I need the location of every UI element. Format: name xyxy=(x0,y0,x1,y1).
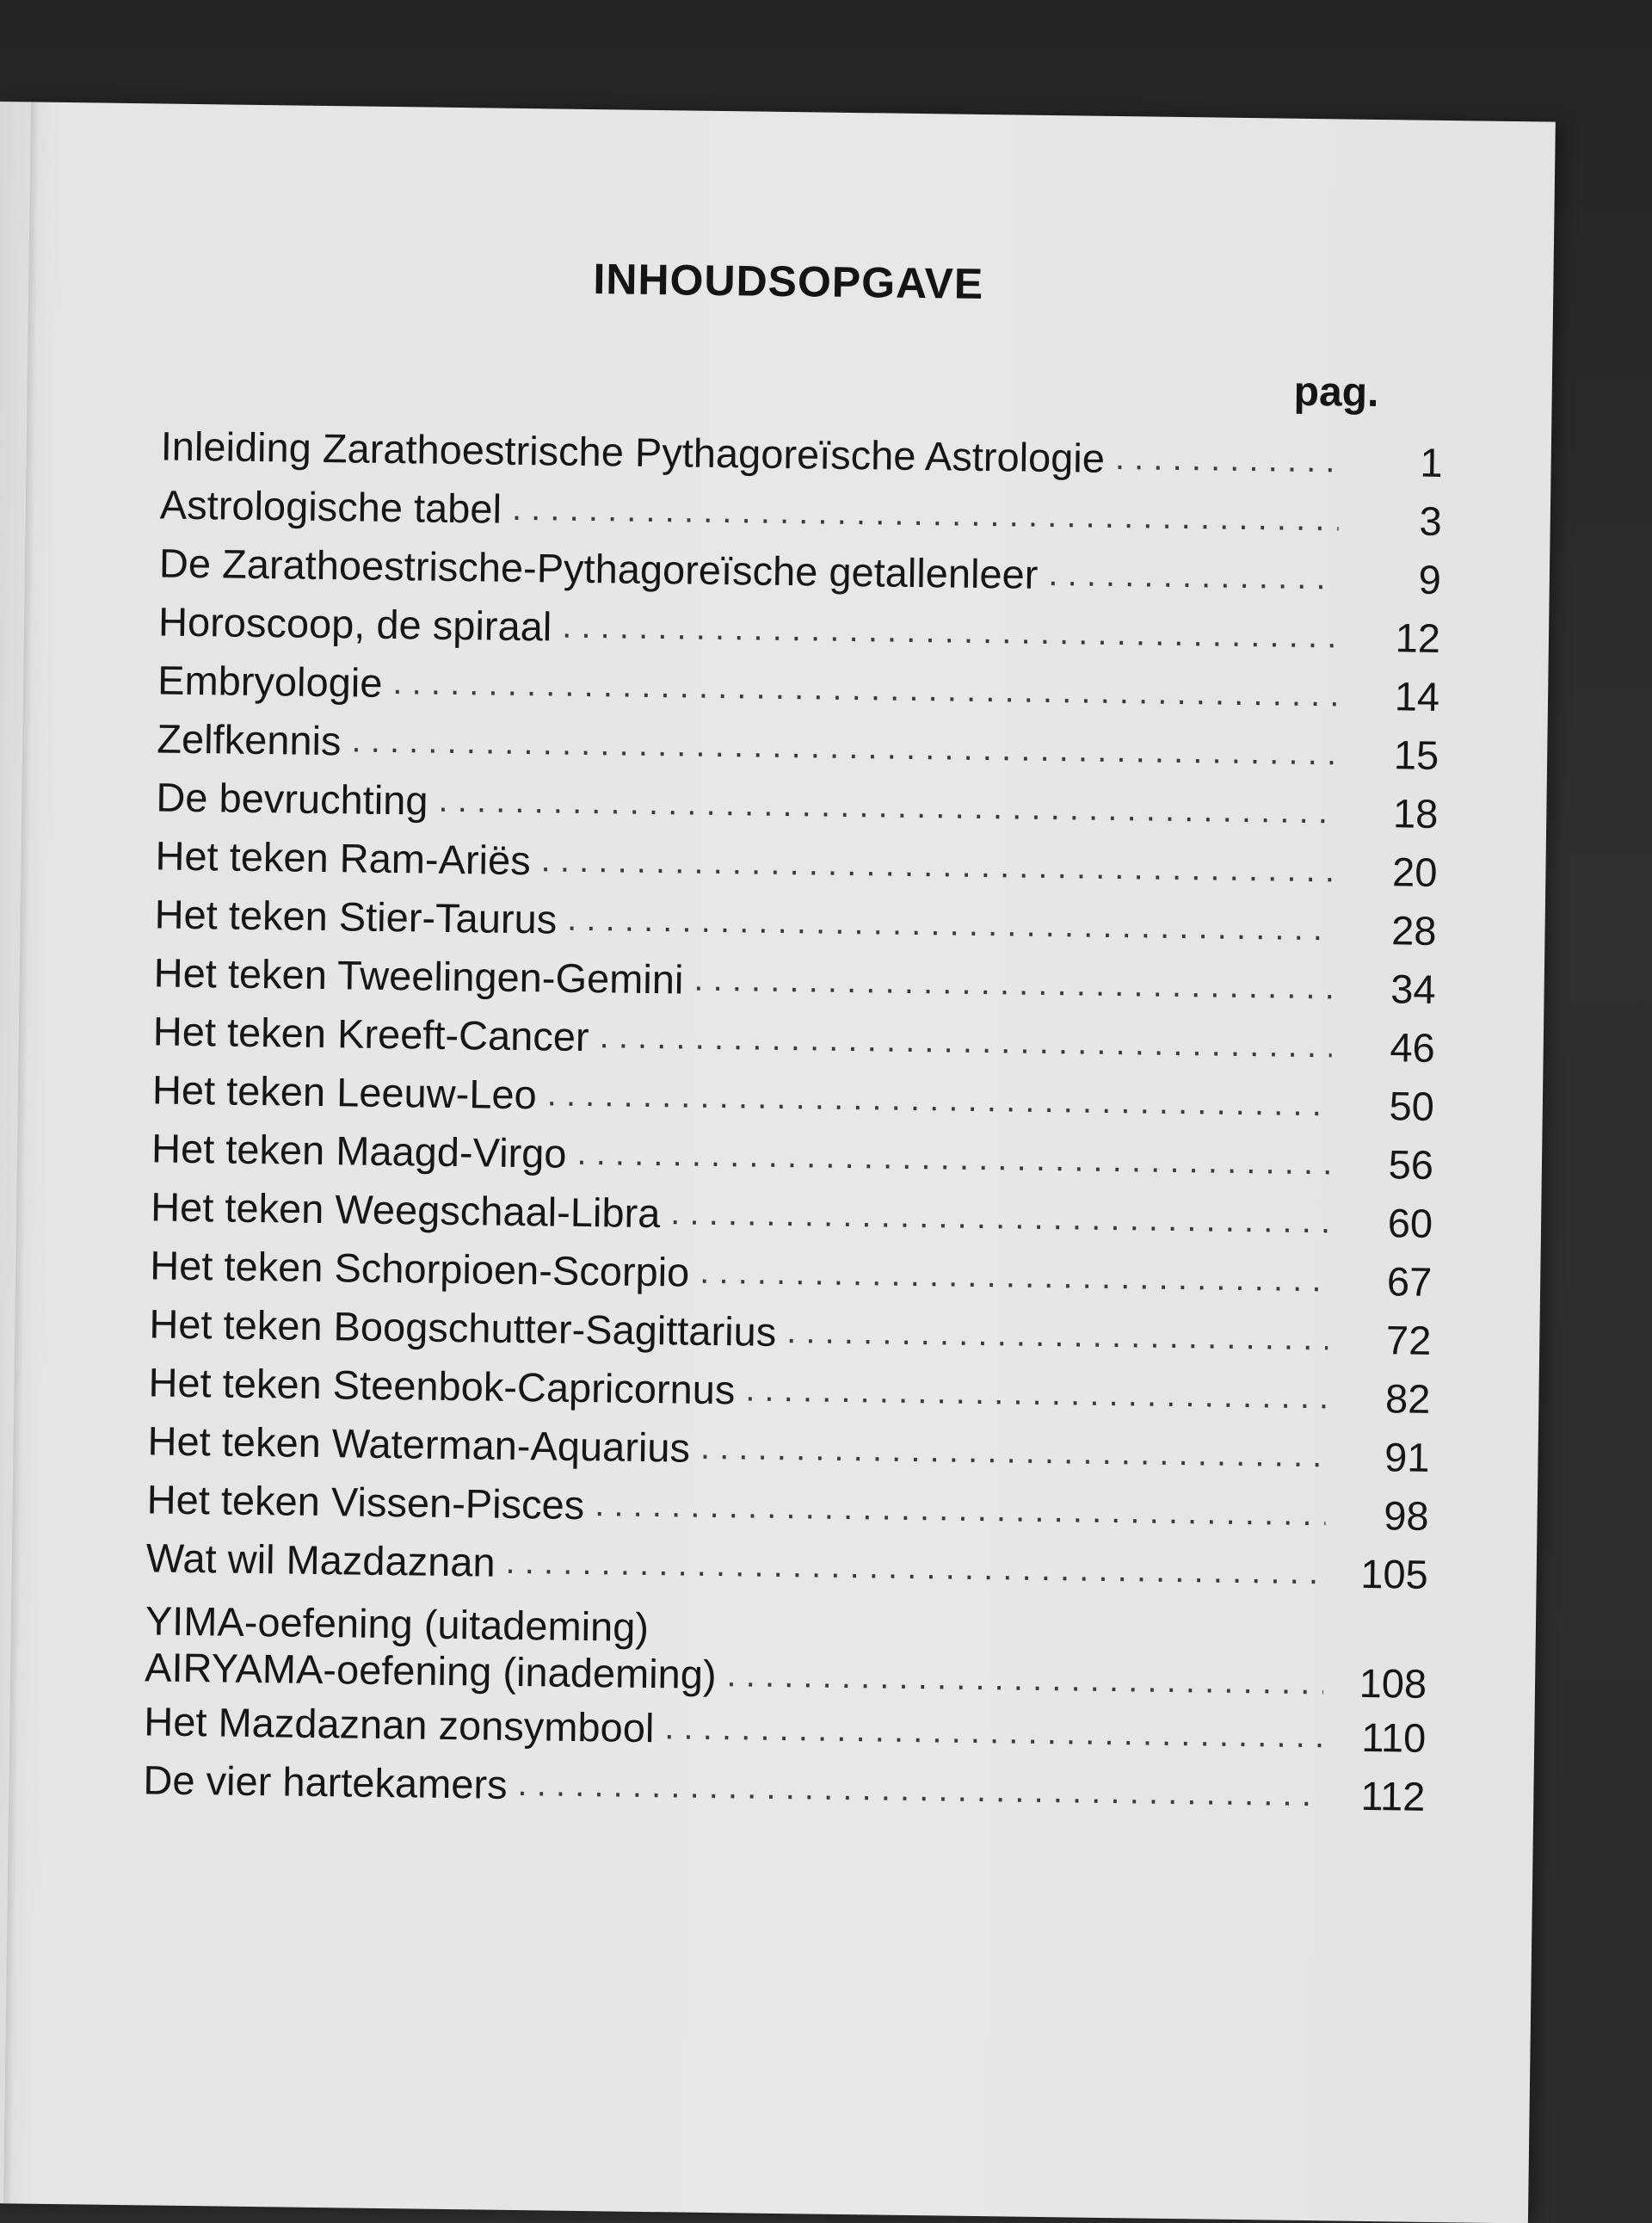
toc-entry-label: Astrologische tabel xyxy=(159,481,502,532)
toc-entry-label: Het teken Leeuw-Leo xyxy=(151,1066,538,1118)
dot-leader xyxy=(664,1708,1322,1756)
dot-leader xyxy=(1048,555,1338,597)
toc-entry-label: Het Mazdaznan zonsymbool xyxy=(144,1698,655,1751)
toc-entry-page: 34 xyxy=(1390,966,1436,1012)
dot-leader xyxy=(517,1765,1322,1814)
toc-entry-label: Het teken Tweelingen-Gemini xyxy=(153,949,684,1003)
toc-entry-page: 18 xyxy=(1392,790,1439,837)
toc-entry-label: Het teken Vissen-Pisces xyxy=(146,1476,585,1528)
toc-entry-label: Het teken Schorpioen-Scorpio xyxy=(149,1242,690,1295)
toc-entry-page: 72 xyxy=(1385,1317,1432,1363)
toc-entry-label: De Zarathoestrische-Pythagoreïsche getallenleer xyxy=(158,540,1039,597)
toc-entry-label: Wat wil Mazdaznan xyxy=(145,1534,496,1585)
table-of-contents xyxy=(143,422,1443,1831)
toc-entry xyxy=(145,1592,1427,1714)
toc-entry-page: 110 xyxy=(1360,1714,1427,1761)
toc-entry-page: 20 xyxy=(1391,849,1438,895)
toc-entry-label: Het teken Maagd-Virgo xyxy=(151,1125,567,1176)
dot-leader xyxy=(599,1017,1332,1065)
toc-entry-label: Het teken Steenbok-Capricornus xyxy=(148,1359,736,1413)
dot-leader xyxy=(567,900,1334,949)
toc-entry-page: 56 xyxy=(1388,1141,1434,1188)
toc-entry-page: 82 xyxy=(1384,1375,1431,1422)
toc-entry-label: Het teken Boogschutter-Sagittarius xyxy=(149,1300,777,1355)
dot-leader xyxy=(546,1075,1331,1124)
toc-entry-page: 12 xyxy=(1395,614,1441,661)
page-title: INHOUDSOPGAVE xyxy=(593,255,984,308)
toc-entry-label: Horoscoop, de spiraal xyxy=(157,598,552,650)
dot-leader xyxy=(700,1253,1328,1300)
toc-entry-page: 67 xyxy=(1386,1258,1433,1305)
toc-entry-page: 50 xyxy=(1389,1083,1435,1129)
toc-entry-label: De vier hartekamers xyxy=(143,1757,508,1807)
dot-leader xyxy=(438,781,1335,832)
toc-entry-page: 108 xyxy=(1359,1659,1427,1707)
toc-entry-page: 1 xyxy=(1420,439,1443,485)
dot-leader xyxy=(786,1312,1328,1358)
toc-entry-page: 9 xyxy=(1418,556,1442,602)
toc-entry-page: 112 xyxy=(1360,1772,1426,1819)
toc-entry-label: YIMA-oefening (uitademing) AIRYAMA-oefening (inademing) xyxy=(144,1597,717,1698)
dot-leader xyxy=(726,1656,1323,1702)
toc-entry-page: 3 xyxy=(1419,497,1443,544)
dot-leader xyxy=(1115,439,1340,480)
toc-entry-page: 15 xyxy=(1393,732,1439,778)
page-spine-shadow xyxy=(3,102,40,2203)
dot-leader xyxy=(745,1370,1328,1417)
toc-entry-label: Het teken Weegschaal-Libra xyxy=(150,1183,661,1237)
toc-entry-page: 98 xyxy=(1384,1492,1429,1539)
toc-entry-label: Embryologie xyxy=(157,657,383,706)
dot-leader xyxy=(693,960,1333,1008)
dot-leader xyxy=(540,841,1334,890)
dot-leader xyxy=(512,490,1339,540)
toc-entry-label: Het teken Waterman-Aquarius xyxy=(147,1417,691,1471)
toc-entry-label: Het teken Stier-Taurus xyxy=(154,891,558,942)
toc-entry-page: 91 xyxy=(1384,1434,1430,1480)
dot-leader xyxy=(392,664,1336,714)
toc-entry-page: 28 xyxy=(1390,907,1437,954)
dot-leader xyxy=(576,1134,1330,1183)
dot-leader xyxy=(700,1429,1327,1476)
toc-entry-page: 60 xyxy=(1387,1200,1433,1246)
toc-entry-label: Zelfkennis xyxy=(156,715,342,764)
dot-leader xyxy=(595,1485,1326,1534)
toc-entry-page: 46 xyxy=(1390,1024,1436,1071)
dot-leader xyxy=(562,608,1337,657)
page-column-header: pag. xyxy=(1293,368,1379,417)
dot-leader xyxy=(505,1543,1325,1592)
dot-leader xyxy=(670,1194,1329,1241)
toc-entry-label: De bevruchting xyxy=(156,774,428,824)
toc-entry-label: Inleiding Zarathoestrische Pythagoreïsche Astrologie xyxy=(160,423,1106,481)
toc-entry-page: 14 xyxy=(1394,673,1440,719)
toc-entry-label: Het teken Ram-Ariës xyxy=(155,832,532,884)
toc-entry-label: Het teken Kreeft-Cancer xyxy=(152,1008,589,1060)
book-page xyxy=(0,102,1556,2223)
toc-entry-page: 105 xyxy=(1359,1550,1429,1597)
dot-leader xyxy=(351,721,1335,773)
